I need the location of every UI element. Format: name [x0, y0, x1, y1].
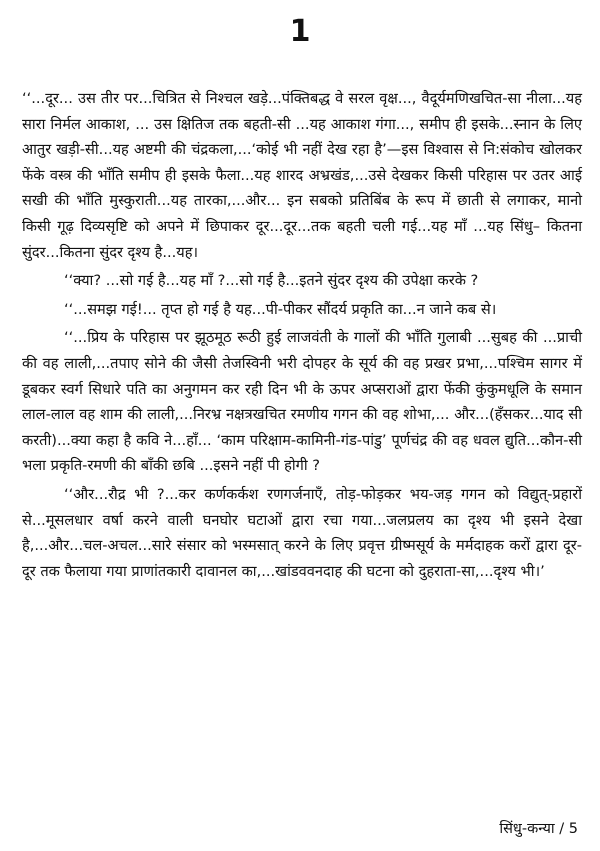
- chapter-body: [22, 86, 582, 584]
- paragraph-5: ‘‘और...रौद्र भी ?...कर कर्णकर्कश रणगर्जनाएँ, तोड़-फोड़कर भय-जड़ गगन को विद्युत्-प्रहारों से...मूसलधार वर्षा करने वाली घनघोर घटाओं द्वारा रचा गया...जलप्रलय का दृश्य भी इसने देखा है,...और...चल-अचल...सारे संसार को भस्मसात् करने के लिए प्रवृत्त ग्रीष्मसूर्य के मर्मदाहक करों द्वारा दूर-दूर तक फैलाया गया प्राणांतकारी दावानल का,...खांडववनदाह की घटना को दुहराता-सा,...दृश्य भी।’: [22, 485, 582, 580]
- chapter-number: 1: [289, 14, 311, 49]
- paragraph-1: ‘‘...दूर... उस तीर पर...चित्रित से निश्चल खड़े...पंक्तिबद्ध वे सरल वृक्ष..., वैदूर्यमणिखचित-सा नीला...यह सारा निर्मल आकाश, ... उस क्षितिज तक बहती-सी ...यह आकाश गंगा..., समीप ही इसके...स्नान के लिए आतुर खड़ी-सी...यह अष्टमी की चंद्रकला,...‘कोई भी नहीं देख रहा है’—इस विश्वास से नि:संकोच खोलकर फेंके वस्त्र की भाँति समीप ही इसके फैला...यह शारद अभ्रखंड,...उसे देखकर किसी परिहास पर उतर आई सखी की भाँति मुस्कुराती...यह तारका,...और... इन सबको प्रतिबिंब के रूप में छाती से लगाकर, मानो किसी गूढ़ दिव्यसृष्टि को अपने में छिपाकर दूर...दूर...तक बहती चली गई...यह माँ ...यह सिंधु– कितना सुंदर...कितना सुंदर दृश्य है...यह।: [22, 90, 582, 261]
- paragraph-3: ‘‘...समझ गई!... तृप्त हो गई है यह...पी-पीकर सौंदर्य प्रकृति का...न जाने कब से।: [64, 300, 497, 318]
- paragraph-2: ‘‘क्या? ...सो गई है...यह माँ ?...सो गई है...इतने सुंदर दृश्य की उपेक्षा करके ?: [64, 272, 479, 290]
- page-footer: सिंधु-कन्या / 5: [499, 821, 578, 837]
- paragraph-4: ‘‘...प्रिय के परिहास पर झूठमूठ रूठी हुई लाजवंती के गालों की भाँति गुलाबी ...सुबह की ...प्राची की वह लाली,...तपाए सोने की जैसी तेजस्विनी भरी दोपहर के सूर्य की वह प्रखर प्रभा,...पश्चिम सागर में डूबकर स्वर्ग सिधारे पति का अनुगमन कर रही दिन भी के ऊपर अप्सराओं द्वारा फेंकी कुंकुमधूलि के समान लाल-लाल वह शाम की लाली,...निरभ्र नक्षत्रखचित रमणीय गगन की वह शोभा,... और...(हँसकर...याद सी करती)...क्या कहा है कवि ने...हाँ... ‘काम परिक्षाम-कामिनी-गंड-पांडु’ पूर्णचंद्र की वह धवल द्युति...कौन-सी भला प्रकृति-रमणी की बाँकी छबि ...इसने नहीं पी होगी ?: [22, 329, 582, 475]
